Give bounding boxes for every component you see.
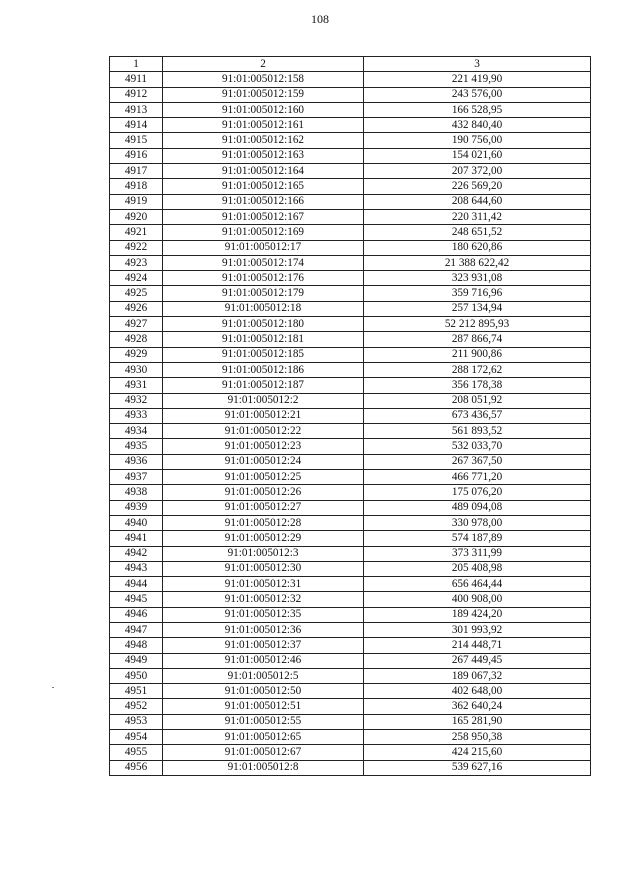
column-header-3: 3 bbox=[364, 57, 591, 72]
cadastral-number-cell: 91:01:005012:160 bbox=[163, 102, 364, 117]
table-row bbox=[110, 424, 591, 439]
value-cell: 288 172,62 bbox=[364, 362, 591, 377]
cadastral-number-cell: 91:01:005012:55 bbox=[163, 714, 364, 729]
table-row bbox=[110, 561, 591, 576]
table-row bbox=[110, 133, 591, 148]
table-row bbox=[110, 118, 591, 133]
value-cell: 220 311,42 bbox=[364, 209, 591, 224]
cadastral-number-cell: 91:01:005012:181 bbox=[163, 332, 364, 347]
row-number-cell: 4946 bbox=[110, 607, 163, 622]
cadastral-number-cell: 91:01:005012:23 bbox=[163, 439, 364, 454]
table-row bbox=[110, 164, 591, 179]
cadastral-number-cell: 91:01:005012:36 bbox=[163, 622, 364, 637]
row-number-cell: 4947 bbox=[110, 622, 163, 637]
row-number-cell: 4929 bbox=[110, 347, 163, 362]
row-number-cell: 4936 bbox=[110, 454, 163, 469]
value-cell: 323 931,08 bbox=[364, 271, 591, 286]
cadastral-number-cell: 91:01:005012:32 bbox=[163, 592, 364, 607]
table-row bbox=[110, 684, 591, 699]
table-row bbox=[110, 745, 591, 760]
value-cell: 180 620,86 bbox=[364, 240, 591, 255]
row-number-cell: 4952 bbox=[110, 699, 163, 714]
value-cell: 489 094,08 bbox=[364, 500, 591, 515]
value-cell: 267 367,50 bbox=[364, 454, 591, 469]
cadastral-number-cell: 91:01:005012:185 bbox=[163, 347, 364, 362]
table-row bbox=[110, 102, 591, 117]
table-row bbox=[110, 255, 591, 270]
row-number-cell: 4945 bbox=[110, 592, 163, 607]
row-number-cell: 4914 bbox=[110, 118, 163, 133]
row-number-cell: 4949 bbox=[110, 653, 163, 668]
cadastral-number-cell: 91:01:005012:180 bbox=[163, 317, 364, 332]
value-cell: 673 436,57 bbox=[364, 408, 591, 423]
cadastral-number-cell: 91:01:005012:27 bbox=[163, 500, 364, 515]
value-cell: 175 076,20 bbox=[364, 485, 591, 500]
table-row bbox=[110, 225, 591, 240]
value-cell: 211 900,86 bbox=[364, 347, 591, 362]
row-number-cell: 4922 bbox=[110, 240, 163, 255]
row-number-cell: 4918 bbox=[110, 179, 163, 194]
value-cell: 221 419,90 bbox=[364, 72, 591, 87]
row-number-cell: 4942 bbox=[110, 546, 163, 561]
table-row bbox=[110, 607, 591, 622]
value-cell: 424 215,60 bbox=[364, 745, 591, 760]
table-row bbox=[110, 317, 591, 332]
column-header-2: 2 bbox=[163, 57, 364, 72]
table-row bbox=[110, 515, 591, 530]
row-number-cell: 4939 bbox=[110, 500, 163, 515]
value-cell: 432 840,40 bbox=[364, 118, 591, 133]
cadastral-number-cell: 91:01:005012:163 bbox=[163, 148, 364, 163]
row-number-cell: 4928 bbox=[110, 332, 163, 347]
cadastral-number-cell: 91:01:005012:167 bbox=[163, 209, 364, 224]
value-cell: 359 716,96 bbox=[364, 286, 591, 301]
page-number: 108 bbox=[311, 12, 329, 26]
table-row bbox=[110, 347, 591, 362]
value-cell: 656 464,44 bbox=[364, 577, 591, 592]
row-number-cell: 4935 bbox=[110, 439, 163, 454]
table-row bbox=[110, 454, 591, 469]
cadastral-number-cell: 91:01:005012:164 bbox=[163, 164, 364, 179]
value-cell: 402 648,00 bbox=[364, 684, 591, 699]
table-row bbox=[110, 531, 591, 546]
table-row bbox=[110, 485, 591, 500]
table-row bbox=[110, 668, 591, 683]
value-cell: 208 644,60 bbox=[364, 194, 591, 209]
cadastral-number-cell: 91:01:005012:8 bbox=[163, 760, 364, 775]
column-header-1: 1 bbox=[110, 57, 163, 72]
row-number-cell: 4943 bbox=[110, 561, 163, 576]
scan-speck bbox=[52, 687, 54, 688]
value-cell: 243 576,00 bbox=[364, 87, 591, 102]
cadastral-number-cell: 91:01:005012:65 bbox=[163, 730, 364, 745]
row-number-cell: 4920 bbox=[110, 209, 163, 224]
cadastral-number-cell: 91:01:005012:174 bbox=[163, 255, 364, 270]
value-cell: 166 528,95 bbox=[364, 102, 591, 117]
row-number-cell: 4917 bbox=[110, 164, 163, 179]
cadastral-number-cell: 91:01:005012:187 bbox=[163, 378, 364, 393]
cadastral-number-cell: 91:01:005012:179 bbox=[163, 286, 364, 301]
value-cell: 561 893,52 bbox=[364, 424, 591, 439]
value-cell: 205 408,98 bbox=[364, 561, 591, 576]
value-cell: 258 950,38 bbox=[364, 730, 591, 745]
table-row bbox=[110, 638, 591, 653]
cadastral-number-cell: 91:01:005012:158 bbox=[163, 72, 364, 87]
value-cell: 248 651,52 bbox=[364, 225, 591, 240]
value-cell: 165 281,90 bbox=[364, 714, 591, 729]
table-row bbox=[110, 87, 591, 102]
value-cell: 532 033,70 bbox=[364, 439, 591, 454]
value-cell: 466 771,20 bbox=[364, 470, 591, 485]
row-number-cell: 4924 bbox=[110, 271, 163, 286]
table-row bbox=[110, 286, 591, 301]
cadastral-number-cell: 91:01:005012:22 bbox=[163, 424, 364, 439]
row-number-cell: 4937 bbox=[110, 470, 163, 485]
table-row bbox=[110, 577, 591, 592]
cadastral-number-cell: 91:01:005012:176 bbox=[163, 271, 364, 286]
table-body bbox=[110, 72, 591, 776]
table-row bbox=[110, 500, 591, 515]
table-row bbox=[110, 240, 591, 255]
table-row bbox=[110, 699, 591, 714]
row-number-cell: 4940 bbox=[110, 515, 163, 530]
table-row bbox=[110, 332, 591, 347]
row-number-cell: 4948 bbox=[110, 638, 163, 653]
value-cell: 287 866,74 bbox=[364, 332, 591, 347]
cadastral-number-cell: 91:01:005012:50 bbox=[163, 684, 364, 699]
cadastral-number-cell: 91:01:005012:29 bbox=[163, 531, 364, 546]
row-number-cell: 4915 bbox=[110, 133, 163, 148]
row-number-cell: 4911 bbox=[110, 72, 163, 87]
value-cell: 189 424,20 bbox=[364, 607, 591, 622]
row-number-cell: 4912 bbox=[110, 87, 163, 102]
row-number-cell: 4919 bbox=[110, 194, 163, 209]
row-number-cell: 4956 bbox=[110, 760, 163, 775]
cadastral-number-cell: 91:01:005012:17 bbox=[163, 240, 364, 255]
row-number-cell: 4916 bbox=[110, 148, 163, 163]
table-row bbox=[110, 271, 591, 286]
value-cell: 301 993,92 bbox=[364, 622, 591, 637]
cadastral-number-cell: 91:01:005012:28 bbox=[163, 515, 364, 530]
table-row bbox=[110, 470, 591, 485]
row-number-cell: 4953 bbox=[110, 714, 163, 729]
value-cell: 154 021,60 bbox=[364, 148, 591, 163]
row-number-cell: 4925 bbox=[110, 286, 163, 301]
table-row bbox=[110, 439, 591, 454]
cadastral-number-cell: 91:01:005012:166 bbox=[163, 194, 364, 209]
cadastral-number-cell: 91:01:005012:3 bbox=[163, 546, 364, 561]
value-cell: 373 311,99 bbox=[364, 546, 591, 561]
cadastral-number-cell: 91:01:005012:30 bbox=[163, 561, 364, 576]
row-number-cell: 4951 bbox=[110, 684, 163, 699]
cadastral-number-cell: 91:01:005012:161 bbox=[163, 118, 364, 133]
value-cell: 208 051,92 bbox=[364, 393, 591, 408]
cadastral-number-cell: 91:01:005012:31 bbox=[163, 577, 364, 592]
row-number-cell: 4955 bbox=[110, 745, 163, 760]
value-cell: 574 187,89 bbox=[364, 531, 591, 546]
cadastral-number-cell: 91:01:005012:159 bbox=[163, 87, 364, 102]
row-number-cell: 4954 bbox=[110, 730, 163, 745]
value-cell: 267 449,45 bbox=[364, 653, 591, 668]
row-number-cell: 4944 bbox=[110, 577, 163, 592]
row-number-cell: 4926 bbox=[110, 301, 163, 316]
value-cell: 330 978,00 bbox=[364, 515, 591, 530]
table-row bbox=[110, 730, 591, 745]
table-row bbox=[110, 714, 591, 729]
value-cell: 226 569,20 bbox=[364, 179, 591, 194]
table-row bbox=[110, 194, 591, 209]
value-cell: 539 627,16 bbox=[364, 760, 591, 775]
cadastral-number-cell: 91:01:005012:26 bbox=[163, 485, 364, 500]
value-cell: 400 908,00 bbox=[364, 592, 591, 607]
table-row bbox=[110, 179, 591, 194]
table-row bbox=[110, 546, 591, 561]
value-cell: 189 067,32 bbox=[364, 668, 591, 683]
row-number-cell: 4913 bbox=[110, 102, 163, 117]
table-row bbox=[110, 408, 591, 423]
cadastral-value-table-container bbox=[109, 56, 590, 776]
table-header-row bbox=[110, 57, 591, 72]
row-number-cell: 4921 bbox=[110, 225, 163, 240]
value-cell: 214 448,71 bbox=[364, 638, 591, 653]
table-row bbox=[110, 378, 591, 393]
table-row bbox=[110, 622, 591, 637]
row-number-cell: 4932 bbox=[110, 393, 163, 408]
value-cell: 190 756,00 bbox=[364, 133, 591, 148]
cadastral-number-cell: 91:01:005012:5 bbox=[163, 668, 364, 683]
cadastral-number-cell: 91:01:005012:162 bbox=[163, 133, 364, 148]
cadastral-number-cell: 91:01:005012:37 bbox=[163, 638, 364, 653]
table-row bbox=[110, 148, 591, 163]
cadastral-number-cell: 91:01:005012:186 bbox=[163, 362, 364, 377]
value-cell: 207 372,00 bbox=[364, 164, 591, 179]
cadastral-value-table bbox=[109, 56, 591, 776]
cadastral-number-cell: 91:01:005012:35 bbox=[163, 607, 364, 622]
row-number-cell: 4950 bbox=[110, 668, 163, 683]
cadastral-number-cell: 91:01:005012:21 bbox=[163, 408, 364, 423]
row-number-cell: 4941 bbox=[110, 531, 163, 546]
cadastral-number-cell: 91:01:005012:24 bbox=[163, 454, 364, 469]
row-number-cell: 4930 bbox=[110, 362, 163, 377]
table-row bbox=[110, 72, 591, 87]
row-number-cell: 4933 bbox=[110, 408, 163, 423]
cadastral-number-cell: 91:01:005012:51 bbox=[163, 699, 364, 714]
table-row bbox=[110, 301, 591, 316]
cadastral-number-cell: 91:01:005012:165 bbox=[163, 179, 364, 194]
cadastral-number-cell: 91:01:005012:46 bbox=[163, 653, 364, 668]
table-row bbox=[110, 653, 591, 668]
table-row bbox=[110, 209, 591, 224]
table-row bbox=[110, 592, 591, 607]
value-cell: 257 134,94 bbox=[364, 301, 591, 316]
value-cell: 362 640,24 bbox=[364, 699, 591, 714]
table-row bbox=[110, 760, 591, 775]
table-row bbox=[110, 362, 591, 377]
value-cell: 356 178,38 bbox=[364, 378, 591, 393]
value-cell: 21 388 622,42 bbox=[364, 255, 591, 270]
row-number-cell: 4934 bbox=[110, 424, 163, 439]
table-row bbox=[110, 393, 591, 408]
cadastral-number-cell: 91:01:005012:67 bbox=[163, 745, 364, 760]
value-cell: 52 212 895,93 bbox=[364, 317, 591, 332]
cadastral-number-cell: 91:01:005012:18 bbox=[163, 301, 364, 316]
cadastral-number-cell: 91:01:005012:2 bbox=[163, 393, 364, 408]
cadastral-number-cell: 91:01:005012:169 bbox=[163, 225, 364, 240]
row-number-cell: 4931 bbox=[110, 378, 163, 393]
cadastral-number-cell: 91:01:005012:25 bbox=[163, 470, 364, 485]
row-number-cell: 4927 bbox=[110, 317, 163, 332]
row-number-cell: 4938 bbox=[110, 485, 163, 500]
row-number-cell: 4923 bbox=[110, 255, 163, 270]
